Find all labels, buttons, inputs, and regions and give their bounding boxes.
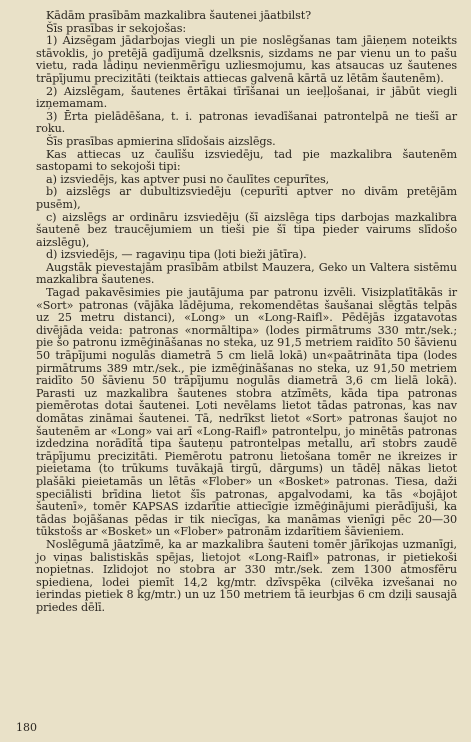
ejector-type-a: a) izsviedējs, kas aptver pusi no čaulītes cepurītes, — [46, 172, 330, 186]
question-heading: Kādām prasībām mazkalibra šautenei jāatbilst? — [46, 9, 312, 22]
ejector-intro: Kas attiecas uz čaulīšu izsviedēju, tad pie mazkalibra šautenēm sastopami to sekojoši tipi: — [36, 147, 457, 174]
systems-paragraph: Augstāk pievestajām prasībām atbilst Mauzera, Geko un Valtera sistēmu mazkalibra šautenes. — [36, 260, 457, 287]
ejector-type-b: b) aizslēgs ar dubultizsviedēju (cepurīti aptver no divām pretējām pusēm), — [36, 185, 457, 211]
requirement-2: 2) Aizslēgam, šautenes ērtākai tīrīšanai un ieeļļošanai, ir jābūt viegli izņemamam. — [36, 84, 457, 111]
ejector-type-c: c) aizslēgs ar ordināru izsviedēju (šī aizslēga tips darbojas mazkalibra šautenē bez traucējumiem un tieši pie šī tipa pieder vairums slīdošo aizslēgu), — [36, 210, 457, 249]
conclusion-paragraph: Noslēgumā jāatzīmē, ka ar mazkalibra šauteni tomēr jārīkojas uzmanīgi, jo viņas balistiskās spējas, lietojot «Long-Raifl» patronas, ir pietiekoši nopietnas. Izlidojot no stobra ar 330 mtr./sek. zem 1300 atmosfēru spiediena, lodei piemīt 14,2 kg/mtr. dzīvspēka (cilvēka izvešanai no ierindas pietiek 8 kg/mtr.) un uz 150 metriem tā ieurbjas 6 cm dziļi sausajā priedes dēlī. — [36, 537, 457, 614]
sliding-bolt-note: Šīs prasības apmierina slīdošais aizslēgs. — [46, 134, 276, 148]
requirement-1: 1) Aizsēgam jādarbojas viegli un pie noslēgšanas tam jāieņem noteikts stāvoklis, jo pretējā gadījumā dzelksnis, sizdams ne par vienu un to pašu vietu, rada lādiņu nevienmērīgu uzliesmojumu, kas atsaucas uz šautenes trāpījumu precizitāti (teiktais attiecas galvenā kārtā uz lētām šautenēm). — [36, 34, 457, 85]
page-number: 180 — [16, 721, 37, 734]
requirements-intro: Šīs prasības ir sekojošas: — [46, 21, 187, 35]
cartridge-paragraph: Tagad pakavēsimies pie jautājuma par patronu izvēli. Visizplatītākās ir «Sort» patronas (vājāka lādējuma, rekomendētas šaušanai slēgtās telpās uz 25 metru distanci), «Long» un «Long-Raifl». Pēdējās izgatavotas divējāda veida: patronas «normāltipa» (lodes pirmātrums 330 mtr./sek.; pie šo patronu izmēģināšanas no steka, uz 91,5 metriem raidīto 50 šāvienu 50 trāpījumi nogulās diametrā 5 cm lielā lokā) un«paātrināta tipa (lodes pirmātrums 389 mtr./sek., pie izmēģināšanas no steka, uz 91,50 metriem raidīto 50 šāvienu 50 trāpījumu nogulās diametrā 3,6 cm lielā lokā). Parasti uz mazkalibra šautenes stobra atzīmēts, kāda tipa patronas piemērotas dotai šautenei. Ļoti nevēlams lietot tādas patronas, kas nav domātas zināmai šautenei. Tā, nedrīkst lietot «Sort» patronas šaujot no šautenēm ar «Long» vai arī «Long-Raifl» patrontelpu, jo minētās patronas izdedzina norādītā tipa šauteņu patrontelpas metallu, arī stobrs zaudē trāpījumu precizitāti. Piemērotu patronu lietošana tomēr ne ikreizes ir pieietama (to trūkums tuvākajā tirgū, dārgums) un tādēļ nākas lietot plašāki pieietamās un lētās «Flober» un «Bosket» patronas. Tiesa, daži speciālisti brīdina lietot šīs patronas, apgalvodami, ka tās «bojājot šautenī», tomēr KAPSAS izdarītie attiecīgie izmēģinājumi pierādījuši, ka tādas bojāšanas pēdas ir tik niecīgas, ka manāmas vienīgi pēc 20—30 tūkstošs ar «Bosket» un «Flober» patronām izdarītiem šāvieniem. — [36, 286, 457, 539]
requirement-3: 3) Ērta pielādēšana, t. i. patronas ievadīšanai patrontelpā ne tiešī ar roku. — [36, 109, 457, 136]
body-text — [36, 10, 457, 615]
ejector-type-d: d) izsviedējs, — ragaviņu tipa (ļoti bieži jātīra). — [46, 248, 307, 262]
